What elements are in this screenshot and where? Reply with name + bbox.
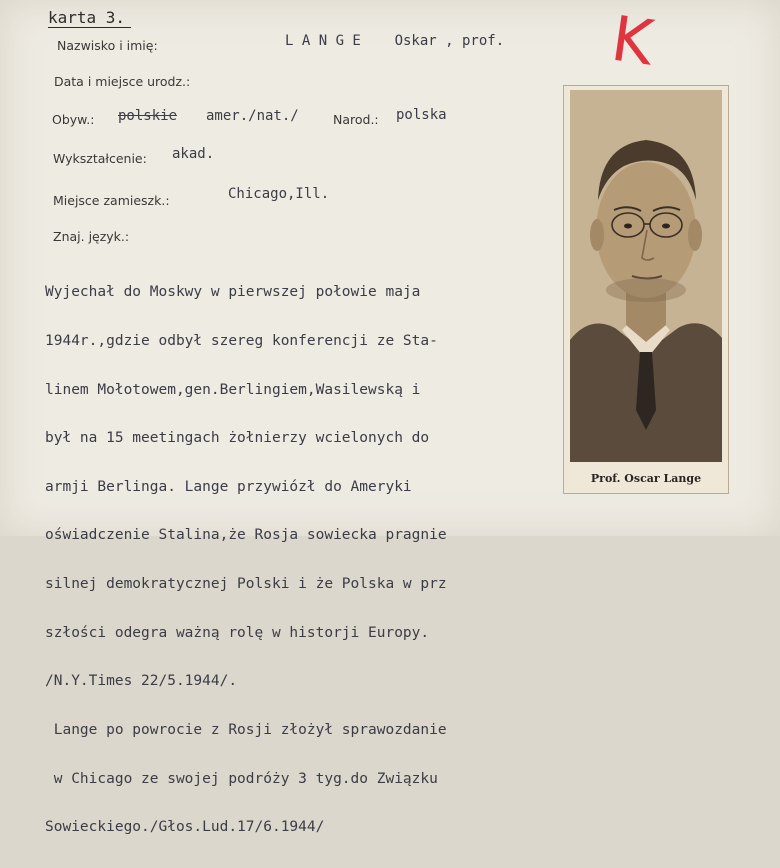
bio-line: linem Mołotowem,gen.Berlingiem,Wasilewską i: [45, 381, 421, 398]
nationality-label: Narod.:: [333, 112, 379, 127]
biography-text: [45, 252, 565, 868]
citizenship-struck: polskie: [118, 108, 178, 124]
education-value: akad.: [172, 146, 215, 162]
bio-line: armji Berlinga. Lange przywiózł do Ameryki: [45, 478, 412, 495]
nationality-value: polska: [396, 107, 447, 123]
bio-line: oświadczenie Stalina,że Rosja sowiecka pragnie: [45, 527, 447, 544]
bio-line: szłości odegra ważną rolę w historji Europy.: [45, 624, 430, 641]
residence-label: Miejsce zamieszk.:: [53, 193, 170, 208]
portrait-image: [570, 90, 722, 462]
bio-line: Wyjechał do Moskwy w pierwszej połowie maja: [45, 284, 421, 301]
birth-label: Data i miejsce urodz.:: [54, 74, 191, 89]
bio-line: w Chicago ze swojej podróży 3 tyg.do Związku: [45, 770, 438, 787]
bio-line: /N.Y.Times 22/5.1944/.: [45, 673, 238, 690]
photo-caption: Prof. Oscar Lange: [590, 472, 702, 485]
name-label: Nazwisko i imię:: [57, 38, 158, 53]
newspaper-clipping: [563, 85, 729, 494]
bio-line: był na 15 meetingach żołnierzy wcielonych do: [45, 430, 430, 447]
red-k-mark: K: [607, 1, 658, 80]
languages-label: Znaj. język.:: [53, 229, 130, 244]
card-number: karta 3.: [48, 8, 131, 28]
citizenship-value: amer./nat./: [206, 108, 299, 124]
bio-line: 1944r.,gdzie odbył szereg konferencji ze Sta-: [45, 333, 438, 350]
education-label: Wykształcenie:: [53, 151, 147, 166]
bio-line: Sowieckiego./Głos.Lud.17/6.1944/: [45, 819, 325, 836]
residence-value: Chicago,Ill.: [228, 186, 330, 202]
name-value: L A N G E Oskar , prof.: [285, 33, 505, 49]
bio-line: silnej demokratycznej Polski i że Polska w prz: [45, 576, 447, 593]
bio-line: Lange po powrocie z Rosji złożył sprawozdanie: [45, 721, 447, 738]
portrait-photo: [570, 90, 722, 462]
citizenship-label: Obyw.:: [52, 112, 95, 127]
